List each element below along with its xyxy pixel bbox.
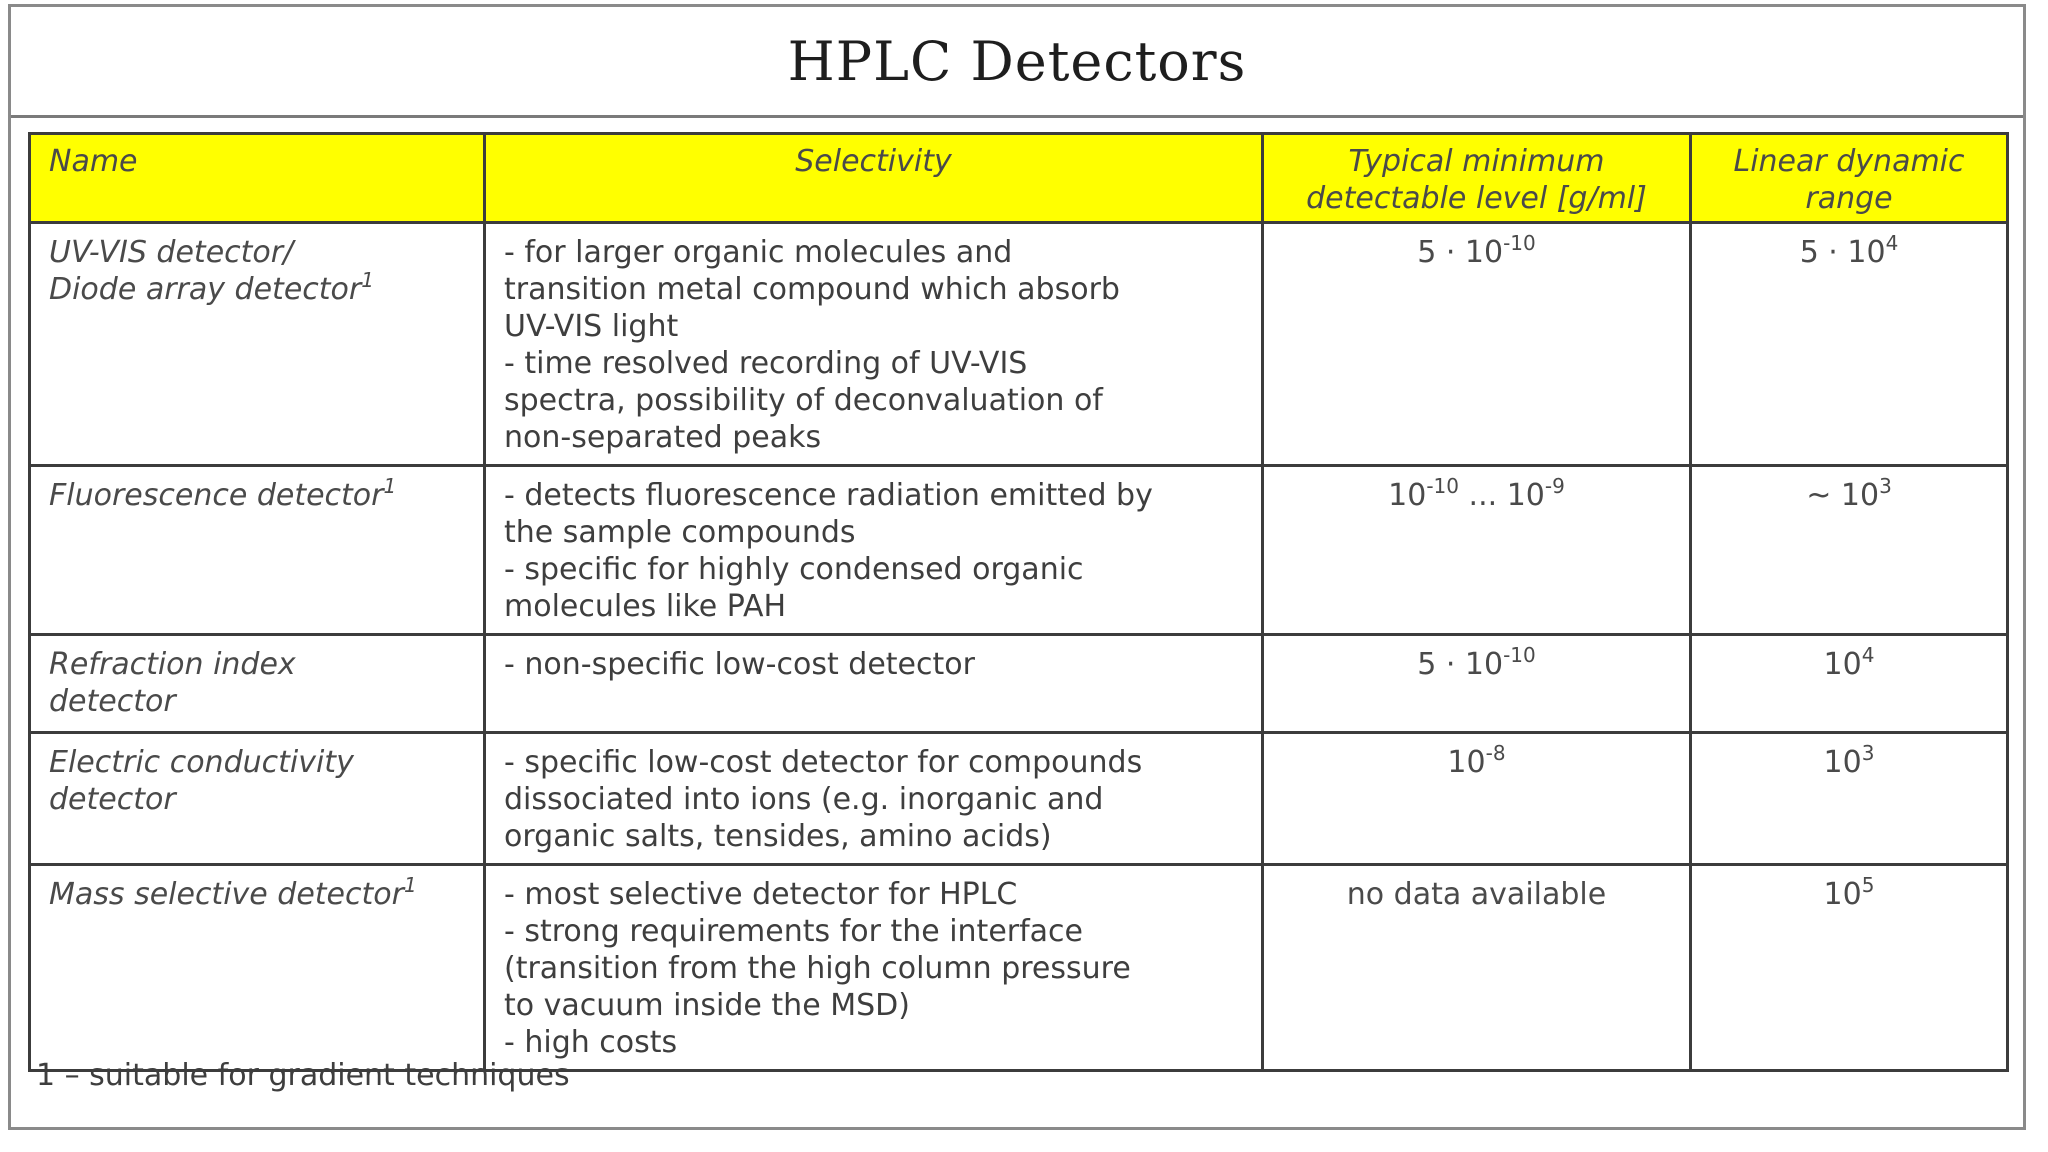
selectivity-cell: - specific low-cost detector for compounds dissociated into ions (e.g. inorganic and organic salts, tensides, amino acids) [485,733,1263,865]
detector-name: UV-VIS detector/ Diode array detector$^1$ [30,223,485,466]
header-selectivity: Selectivity [485,134,1263,223]
detectors-table [28,132,2009,1072]
min-level-cell: no data available [1263,865,1691,1071]
table-row [30,733,2008,865]
min-level-cell: $5 \cdot 10^{-10}$ [1263,223,1691,466]
header-name: Name [30,134,485,223]
table-row [30,635,2008,733]
table-header-row [30,134,2008,223]
footnote: 1 – suitable for gradient techniques [36,1058,570,1093]
dynamic-range-cell: $10^5$ [1691,865,2008,1071]
detector-name: Fluorescence detector$^1$ [30,466,485,635]
selectivity-cell: - most selective detector for HPLC - strong requirements for the interface (transition from the high column pressure to vacuum inside the MSD) - high costs [485,865,1263,1071]
dynamic-range-cell: $10^3$ [1691,733,2008,865]
title-bar [11,7,2023,118]
table-row [30,466,2008,635]
header-dynamic-range: Linear dynamic range [1691,134,2008,223]
selectivity-cell: - detects fluorescence radiation emitted by the sample compounds - specific for highly condensed organic molecules like PAH [485,466,1263,635]
slide-title: HPLC Detectors [787,29,1247,93]
selectivity-cell: - for larger organic molecules and transition metal compound which absorb UV-VIS light - time resolved recording of UV-VIS spectra, possibility of deconvaluation of non-separated peaks [485,223,1263,466]
min-level-cell: $5 \cdot 10^{-10}$ [1263,635,1691,733]
min-level-cell: $10^{-8}$ [1263,733,1691,865]
table-row [30,223,2008,466]
dynamic-range-cell: $5 \cdot 10^4$ [1691,223,2008,466]
dynamic-range-cell: ~ $10^3$ [1691,466,2008,635]
detector-name: Refraction index detector [30,635,485,733]
detector-name: Mass selective detector$^1$ [30,865,485,1071]
min-level-cell: $10^{-10}$ ... $10^{-9}$ [1263,466,1691,635]
header-min-level: Typical minimum detectable level [g/ml] [1263,134,1691,223]
selectivity-cell: - non-specific low-cost detector [485,635,1263,733]
detector-name: Electric conductivity detector [30,733,485,865]
table-row [30,865,2008,1071]
dynamic-range-cell: $10^4$ [1691,635,2008,733]
